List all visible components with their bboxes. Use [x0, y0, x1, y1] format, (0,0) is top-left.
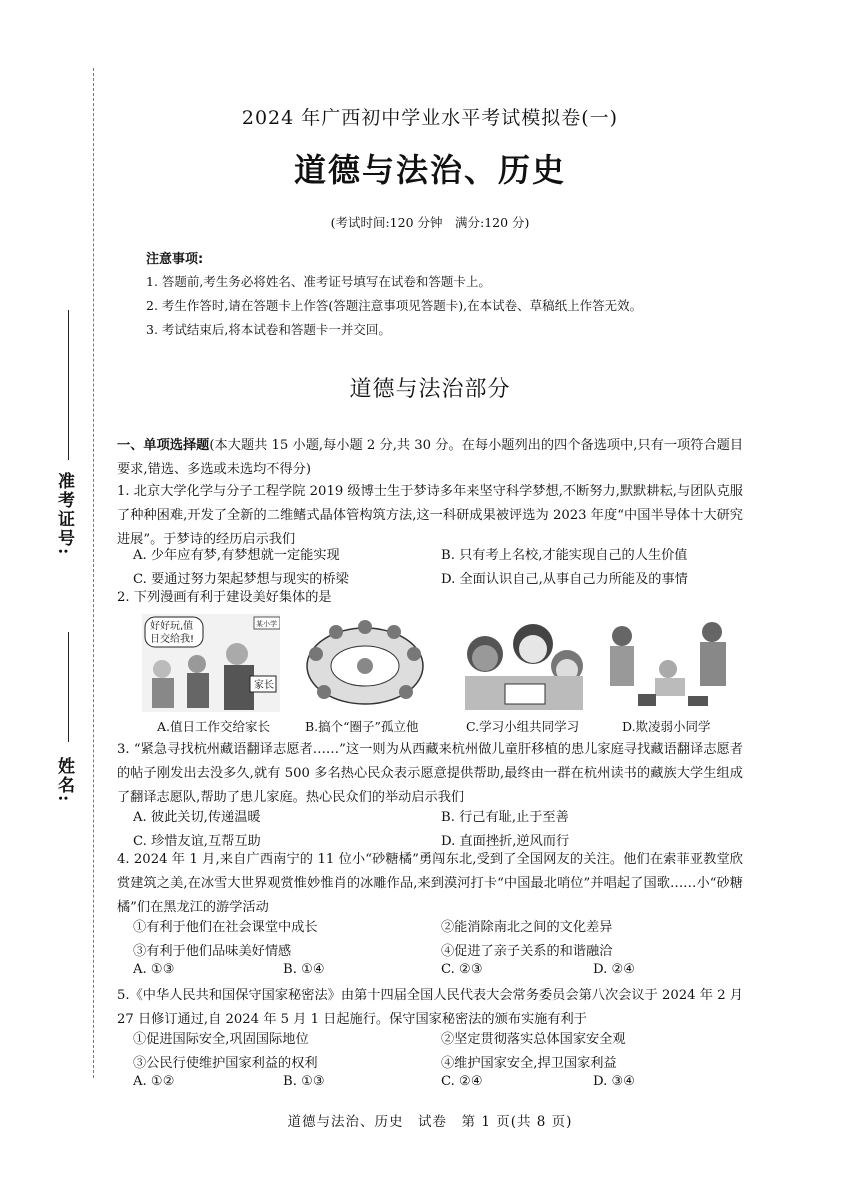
child-head	[407, 647, 421, 661]
bully-body	[610, 646, 634, 686]
option-b[interactable]: B. ①③	[283, 1074, 325, 1089]
statement-1: ①有利于他们在社会课堂中成长	[133, 920, 318, 935]
victim-body	[655, 678, 685, 696]
student-face	[472, 645, 498, 671]
dropped-book	[688, 696, 708, 706]
statement-4: ④维护国家安全,捍卫国家利益	[441, 1056, 617, 1071]
option-d[interactable]: D. 直面挫折,逆风而行	[441, 834, 570, 849]
option-d[interactable]: D. ③④	[593, 1074, 636, 1089]
child-head	[399, 685, 413, 699]
open-book	[505, 684, 545, 704]
bully-head	[612, 626, 632, 646]
child-head	[153, 660, 171, 678]
option-c[interactable]: C. 要通过努力架起梦想与现实的桥梁	[133, 572, 349, 587]
child-body	[152, 678, 174, 708]
statement-1: ①促进国际安全,巩固国际地位	[133, 1032, 309, 1047]
child-head	[387, 625, 401, 639]
name-blank[interactable]	[68, 632, 69, 742]
cartoon-a-image	[142, 614, 280, 712]
question-4-stem: 4. 2024 年 1 月,来自广西南宁的 11 位小“砂糖橘”勇闯东北,受到了全国网友的关注。他们在索菲亚教堂欣赏建筑之美,在冰雪大世界观赏惟妙惟肖的冰雕作品,来到漠河打卡“中国最北哨位”并唱起了国歌……小“砂糖橘”们在黑龙江的游学活动	[117, 852, 743, 915]
option-a[interactable]: A. ①③	[133, 962, 175, 977]
part-instructions	[117, 434, 743, 482]
option-a[interactable]: A. 彼此关切,传递温暖	[133, 810, 261, 825]
option-b[interactable]: B. ①④	[283, 962, 325, 977]
bully-head	[702, 622, 722, 642]
question-5-stem: 5.《中华人民共和国保守国家秘密法》由第十四届全国人民代表大会常务委员会第八次会议于 2024 年 2 月 27 日修订通过,自 2024 年 5 月 1 日起施行。保守国家秘密法的颁布实施有利于	[117, 988, 743, 1027]
child-head	[309, 647, 323, 661]
statement-2: ②坚定贯彻落实总体国家安全观	[441, 1032, 626, 1047]
question-3-stem: 3. “紧急寻找杭州藏语翻译志愿者……”这一则为从西藏来杭州做儿童肝移植的患儿家庭寻找藏语翻译志愿者的帖子刚发出去没多久,就有 500 多名热心民众表示愿意提供帮助,最终由一群在杭州读书的藏族大学生组成了翻译志愿队,帮助了患儿家庭。热心民众们的举动启示我们	[117, 742, 743, 805]
page-footer: 道德与法治、历史 试卷 第 1 页(共 8 页)	[287, 1114, 573, 1130]
option-c[interactable]: C. ②③	[441, 962, 483, 977]
statement-4: ④促进了亲子关系的和谐融洽	[441, 944, 613, 959]
parent-head	[226, 643, 248, 665]
speech-bubble-text-2: 日交给我!	[150, 634, 195, 645]
child-head	[358, 620, 372, 634]
caption-a[interactable]: A.值日工作交给家长	[157, 719, 271, 734]
question-2-stem: 2. 下列漫画有利于建设美好集体的是	[117, 590, 332, 605]
victim-head	[659, 660, 677, 678]
option-a[interactable]: A. 少年应有梦,有梦想就一定能实现	[133, 548, 340, 563]
id-number-label: 准考证号:	[54, 472, 74, 557]
part-title: 一、单项选择题	[117, 438, 210, 453]
exam-title: 2024 年广西初中学业水平考试模拟卷(一)	[241, 107, 619, 129]
option-d[interactable]: D. ②④	[593, 962, 636, 977]
child-head	[188, 655, 206, 673]
name-label: 姓名:	[54, 757, 74, 804]
part-description: (本大题共 15 小题,每小题 2 分,共 30 分。在每小题列出的四个备选项中,只有一项符合题目要求,错选、多选或未选均不得分)	[117, 438, 744, 477]
caption-c[interactable]: C.学习小组共同学习	[466, 719, 580, 734]
child-head	[329, 625, 343, 639]
subject-title: 道德与法治、历史	[293, 151, 566, 189]
isolated-child-head	[357, 658, 373, 674]
bully-body	[700, 642, 726, 686]
speech-bubble-text-1: 好好玩,值	[150, 621, 194, 632]
option-b[interactable]: B. 行己有耻,止于至善	[441, 810, 569, 825]
caption-d[interactable]: D.欺凌弱小同学	[622, 719, 711, 734]
parent-tag-text: 家长	[254, 680, 274, 691]
note-item: 3. 考试结束后,将本试卷和答题卡一并交回。	[146, 322, 391, 337]
option-c[interactable]: C. 珍惜友谊,互帮互助	[133, 834, 261, 849]
dropped-bag	[638, 694, 656, 706]
exam-info: (考试时间:120 分钟 满分:120 分)	[330, 215, 530, 230]
caption-b[interactable]: B.搞个“圈子”孤立他	[305, 719, 419, 734]
child-body	[187, 673, 209, 708]
school-sign-text: 某小学	[256, 620, 277, 628]
question-1-stem: 1. 北京大学化学与分子工程学院 2019 级博士生于梦诗多年来坚守科学梦想,不断努力,默默耕耘,与团队克服了种种困难,开发了全新的二维鳍式晶体管构筑方法,这一科研成果被评选为 2023 年度“中国半导体十大研究进展”。于梦诗的经历启示我们	[117, 484, 743, 547]
statement-2: ②能消除南北之间的文化差异	[441, 920, 613, 935]
option-d[interactable]: D. 全面认识自己,从事自己力所能及的事情	[441, 572, 688, 587]
notes-title: 注意事项:	[146, 252, 204, 267]
statement-3: ③公民行使维护国家利益的权利	[133, 1056, 318, 1071]
note-item: 2. 考生作答时,请在答题卡上作答(答题注意事项见答题卡),在本试卷、草稿纸上作答无效。	[146, 298, 643, 313]
student-face	[519, 635, 547, 663]
cartoon-c-image	[455, 614, 593, 712]
option-b[interactable]: B. 只有考上名校,才能实现自己的人生价值	[441, 548, 688, 563]
note-item: 1. 答题前,考生务必将姓名、准考证号填写在试卷和答题卡上。	[146, 274, 491, 289]
statement-3: ③有利于他们品味美好情感	[133, 944, 292, 959]
option-a[interactable]: A. ①②	[133, 1074, 175, 1089]
cartoon-b-image	[296, 614, 434, 712]
section-title: 道德与法治部分	[349, 377, 511, 402]
option-c[interactable]: C. ②④	[441, 1074, 483, 1089]
child-head	[317, 685, 331, 699]
cartoon-d-image	[600, 614, 738, 712]
